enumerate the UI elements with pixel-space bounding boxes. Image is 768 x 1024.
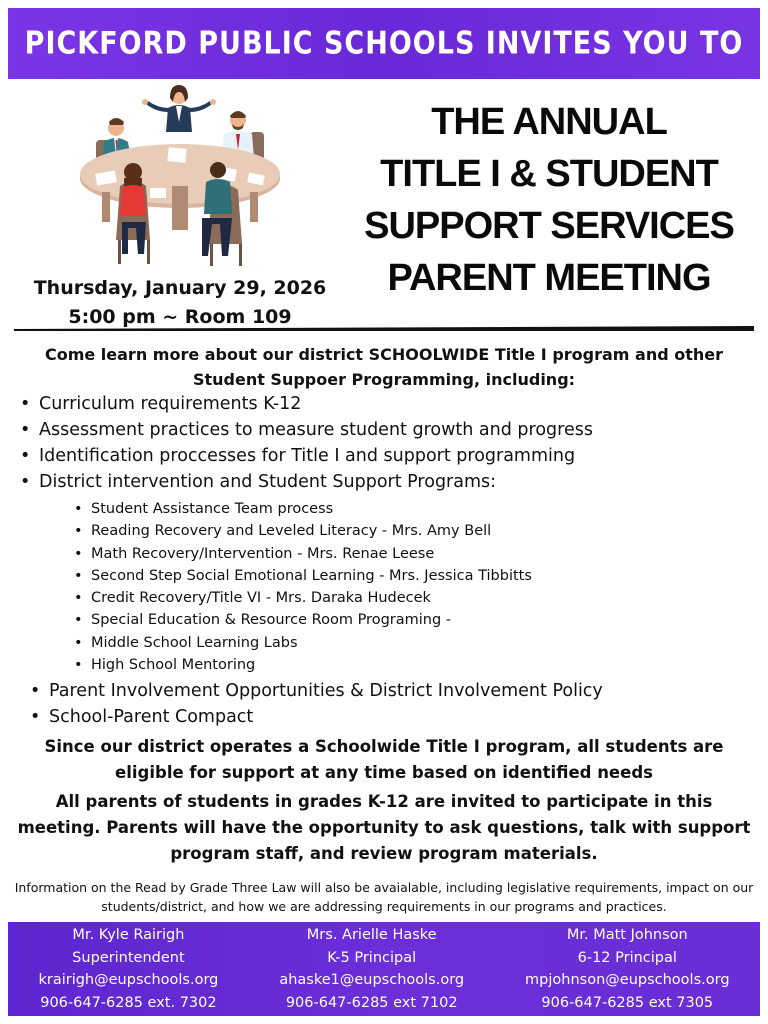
contact-card bbox=[38, 924, 218, 1014]
bullet-icon: • bbox=[74, 523, 83, 540]
bullet-icon: • bbox=[74, 634, 83, 651]
title-line: SUPPORT SERVICES bbox=[364, 205, 734, 247]
list-item: • Identification proccesses for Title I and support programming bbox=[20, 443, 593, 469]
contact-name: Mr. Kyle Rairigh bbox=[72, 927, 185, 943]
bullet-icon: • bbox=[74, 567, 83, 584]
bullet-icon: • bbox=[74, 612, 83, 629]
main-topics-list bbox=[20, 391, 593, 495]
list-item: • School-Parent Compact bbox=[30, 704, 603, 730]
list-item: • Parent Involvement Opportunities & District Involvement Policy bbox=[30, 678, 603, 704]
list-item: • Curriculum requirements K-12 bbox=[20, 391, 593, 417]
list-item: • Student Assistance Team process bbox=[74, 498, 532, 520]
contact-role: K-5 Principal bbox=[327, 949, 417, 966]
contact-role: 6-12 Principal bbox=[577, 949, 677, 966]
contact-role: Superintendent bbox=[72, 949, 185, 966]
contact-phone: 906-647-6285 ext 7102 bbox=[285, 994, 458, 1011]
list-item: • Second Step Social Emotional Learning - Mrs. Jessica Tibbitts bbox=[74, 565, 532, 587]
bullet-icon: • bbox=[20, 446, 31, 466]
contact-phone: 906-647-6285 ext 7305 bbox=[541, 994, 714, 1011]
bullet-icon: • bbox=[20, 394, 31, 414]
person-icon bbox=[210, 162, 226, 178]
invitation-paragraph: All parents of students in grades K-12 are invited to participate in this meeting. Parents will have the opportunity to ask questions, talk with support program staff, and review program materials. bbox=[17, 792, 751, 863]
contact-email[interactable]: ahaske1@eupschools.org bbox=[279, 972, 465, 988]
contact-name: Mr. Matt Johnson bbox=[566, 927, 688, 943]
bullet-icon: • bbox=[74, 590, 83, 607]
title-line: THE ANNUAL bbox=[431, 101, 667, 143]
list-item: • Middle School Learning Labs bbox=[74, 632, 532, 654]
bullet-icon: • bbox=[20, 420, 31, 440]
title-line: TITLE I & STUDENT bbox=[380, 153, 718, 195]
divider bbox=[14, 326, 754, 331]
list-item: • Credit Recovery/Title VI - Mrs. Daraka Hudecek bbox=[74, 587, 532, 609]
contact-card bbox=[279, 924, 464, 1014]
bullet-icon: • bbox=[30, 681, 41, 701]
page-title bbox=[342, 96, 756, 304]
contact-card bbox=[525, 924, 729, 1014]
list-item: • District intervention and Student Support Programs: bbox=[20, 469, 593, 495]
bullet-icon: • bbox=[74, 501, 83, 517]
read-by-grade-three-note: Information on the Read by Grade Three Law will also be avaialable, including legislative requirements, impact on our students/district, and how we are addressing requirements in our programs and practices. bbox=[14, 880, 754, 914]
event-time-room: 5:00 pm ~ Room 109 bbox=[68, 306, 292, 328]
contact-name: Mrs. Arielle Haske bbox=[306, 927, 437, 943]
list-item: • Special Education & Resource Room Programing - bbox=[74, 609, 532, 631]
programs-list bbox=[74, 498, 532, 676]
list-item: • Reading Recovery and Leveled Literacy - Mrs. Amy Bell bbox=[74, 520, 532, 542]
contact-phone: 906-647-6285 ext. 7302 bbox=[40, 994, 217, 1011]
more-topics-list bbox=[30, 678, 603, 730]
meeting-illustration-icon bbox=[72, 82, 288, 270]
event-date: Thursday, January 29, 2026 bbox=[33, 277, 327, 299]
list-item: • Assessment practices to measure student growth and progress bbox=[20, 417, 593, 443]
list-item: • Math Recovery/Intervention - Mrs. Renae Leese bbox=[74, 543, 532, 565]
contact-footer bbox=[8, 922, 760, 1016]
contact-email[interactable]: mpjohnson@eupschools.org bbox=[525, 972, 730, 988]
intro-text: Come learn more about our district SCHOOLWIDE Title I program and other Student Suppoer Programming, including: bbox=[44, 345, 724, 389]
event-details bbox=[10, 274, 350, 332]
title-line: PARENT MEETING bbox=[387, 257, 711, 299]
list-item: • High School Mentoring bbox=[74, 654, 532, 676]
header-banner bbox=[8, 8, 760, 79]
contact-email[interactable]: krairigh@eupschools.org bbox=[38, 972, 219, 988]
banner-text: PICKFORD PUBLIC SCHOOLS INVITES YOU TO bbox=[24, 25, 744, 62]
bullet-icon: • bbox=[30, 707, 41, 727]
bullet-icon: • bbox=[74, 545, 83, 562]
bullet-icon: • bbox=[20, 472, 31, 492]
schoolwide-paragraph: Since our district operates a Schoolwide Title I program, all students are eligible for support at any time based on identified needs bbox=[44, 737, 724, 782]
bullet-icon: • bbox=[74, 657, 83, 674]
